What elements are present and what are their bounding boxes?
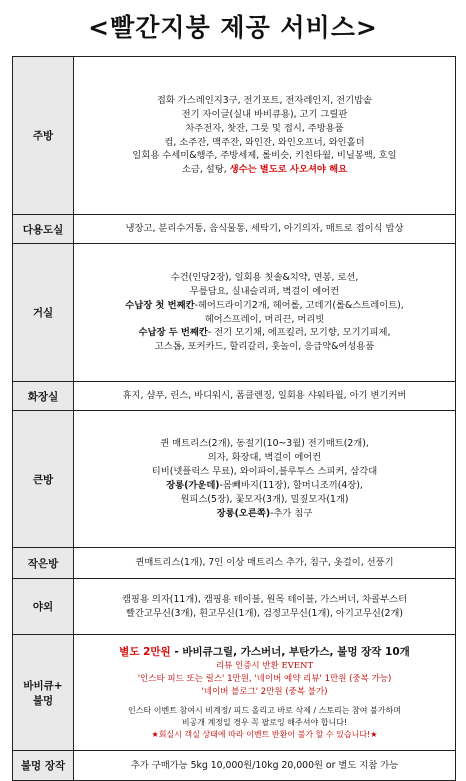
utility-items [74, 215, 456, 244]
table-row [13, 548, 456, 579]
table-row [13, 751, 456, 781]
list-item [74, 326, 455, 340]
wardrobe-middle-label: 장롱(가운데) [166, 480, 220, 491]
list-item: 헤어스프레이, 머리끈, 머리빗 [204, 313, 325, 325]
wardrobe-right-label: 장롱(오른쪽) [216, 507, 271, 519]
list-item: 냉장고, 분리수거통, 음식물통, 세탁기, 아기의자, 매트로 접이식 밥상 [125, 223, 404, 235]
table-row [13, 635, 456, 751]
cabinet-first-label: 수납장 첫 번째칸 [125, 299, 195, 311]
list-item: 캠핑용 의자(11개), 캠핑용 테이블, 원목 테이블, 가스버너, 차콜부스터 [121, 593, 408, 605]
smallroom-items [74, 548, 456, 579]
table-row [13, 382, 456, 411]
list-item: 접화 가스레인지3구, 전기포트, 전자레인지, 전기밥솥 [156, 94, 373, 106]
list-item: 퀸 매트리스(2개), 동절기(10~3월) 전기매트(2개), [160, 438, 369, 450]
list-item: 수건(인당2장), 일회용 칫솔&치약, 면봉, 로션, [170, 271, 359, 283]
list-item: 비공개 계정일 경우 꼭 팔로잉 해주셔야 합니다! [181, 717, 348, 727]
category-utility: 다용도실 [13, 215, 74, 244]
living-items [74, 244, 456, 382]
list-item: 빨간고무신(3개), 흰고무신(1개), 검정고무신(1개), 아기고무신(2개) [126, 607, 403, 619]
list-item: 추가 구매가능 5kg 10,000원/10kg 20,000원 or 별도 지참 가능 [130, 759, 399, 771]
list-item: ★회실시 객실 상태에 따라 이벤트 반환이 불가 할 수 있습니다!★ [151, 729, 378, 739]
bigroom-items [74, 411, 456, 548]
category-firewood: 불멍 장작 [13, 751, 74, 781]
list-item: 컵, 소주잔, 맥주잔, 와인잔, 와인오프너, 와인홀더 [164, 136, 365, 148]
category-bbq: 바비큐+ 불멍 [13, 635, 74, 751]
list-item: 일회용 수세미&행주, 주방세제, 롤비슷, 키친타월, 비닐봉백, 호일 [132, 150, 397, 162]
category-outdoor: 야외 [13, 579, 74, 635]
table-row [13, 215, 456, 244]
list-item: 인스타 이벤트 참여시 비계정/ 피드 올리고 바로 삭제 / 스토리는 참여 불가하며 [128, 705, 401, 715]
cabinet-second-label: 수납장 두 번째칸 [138, 327, 208, 339]
table-row [13, 579, 456, 635]
table-row [13, 411, 456, 548]
list-item [74, 163, 455, 177]
list-item: 전기 자이글(실내 바비큐용), 고기 그릴판 [181, 108, 348, 120]
category-bigroom: 큰방 [13, 411, 74, 548]
list-item: 고스톱, 포커카드, 할리갈리, 훗놀이, 응급약&여성용품 [154, 341, 375, 353]
category-bathroom: 화장실 [13, 382, 74, 411]
table-row [13, 57, 456, 215]
page-title: <빨간지붕 제공 서비스> [88, 13, 378, 42]
category-kitchen: 주방 [13, 57, 74, 215]
category-smallroom: 작은방 [13, 548, 74, 579]
bbq-price: 별도 2만원 [119, 645, 171, 658]
bbq-items-list: - 바비큐그릴, 가스버너, 부탄가스, 불멍 장작 10개 [170, 645, 410, 658]
list-item: 휴지, 샴푸, 린스, 바디워시, 폼클렌징, 일회용 샤워타월, 아기 변기커버 [122, 390, 407, 402]
cabinet-second-items: - 전기 모기채, 에프킬러, 모기향, 모기기피제, [207, 327, 391, 339]
bbq-items [74, 635, 456, 751]
list-item [74, 299, 455, 313]
service-table [12, 56, 456, 781]
kitchen-items [74, 57, 456, 215]
cabinet-first-items: -헤어드라이기2개, 헤어롤, 고데기(롤&스트레이트), [194, 299, 404, 311]
wardrobe-right-items: -추가 침구 [270, 507, 313, 519]
kitchen-last-prefix: 소금, 설탕, [181, 164, 230, 176]
water-notice: 생수는 별도로 사오셔야 해요 [229, 164, 348, 176]
list-item: 의자, 화장대, 벽걸이 에어컨 [207, 452, 322, 464]
list-item [74, 645, 455, 661]
list-item: 티비(넷플릭스 무료), 와이파이,블루투스 스피커, 삼각대 [151, 466, 378, 478]
list-item [74, 507, 455, 521]
list-item: '인스타 피드 또는 릴스' 1만원, '네이버 예약 리뷰' 1만원 (중복 가능) [137, 674, 392, 684]
list-item: 원피스(5장), 꽃모자(3개), 밀짚모자(1개) [180, 493, 349, 505]
wardrobe-middle-items: -몸빼바지(11장), 할머니조끼(4장), [219, 480, 363, 491]
bathroom-items [74, 382, 456, 411]
outdoor-items [74, 579, 456, 635]
list-item: '네이버 블로그' 2만원 (중복 불가) [201, 686, 328, 697]
category-living: 거실 [13, 244, 74, 382]
list-item: 퀸매트리스(1개), 7인 이상 매트리스 추가, 침구, 옷걸이, 선풍기 [135, 557, 394, 569]
table-row [13, 244, 456, 382]
list-item: 리뷰 인증시 반환 EVENT [215, 661, 314, 672]
list-item [74, 479, 455, 493]
firewood-items [74, 751, 456, 781]
list-item: 차주전자, 찻잔, 그릇 및 접시, 주방용품 [185, 122, 344, 134]
list-item: 무릎담요, 실내슬리퍼, 벽걸이 에어컨 [189, 285, 340, 297]
